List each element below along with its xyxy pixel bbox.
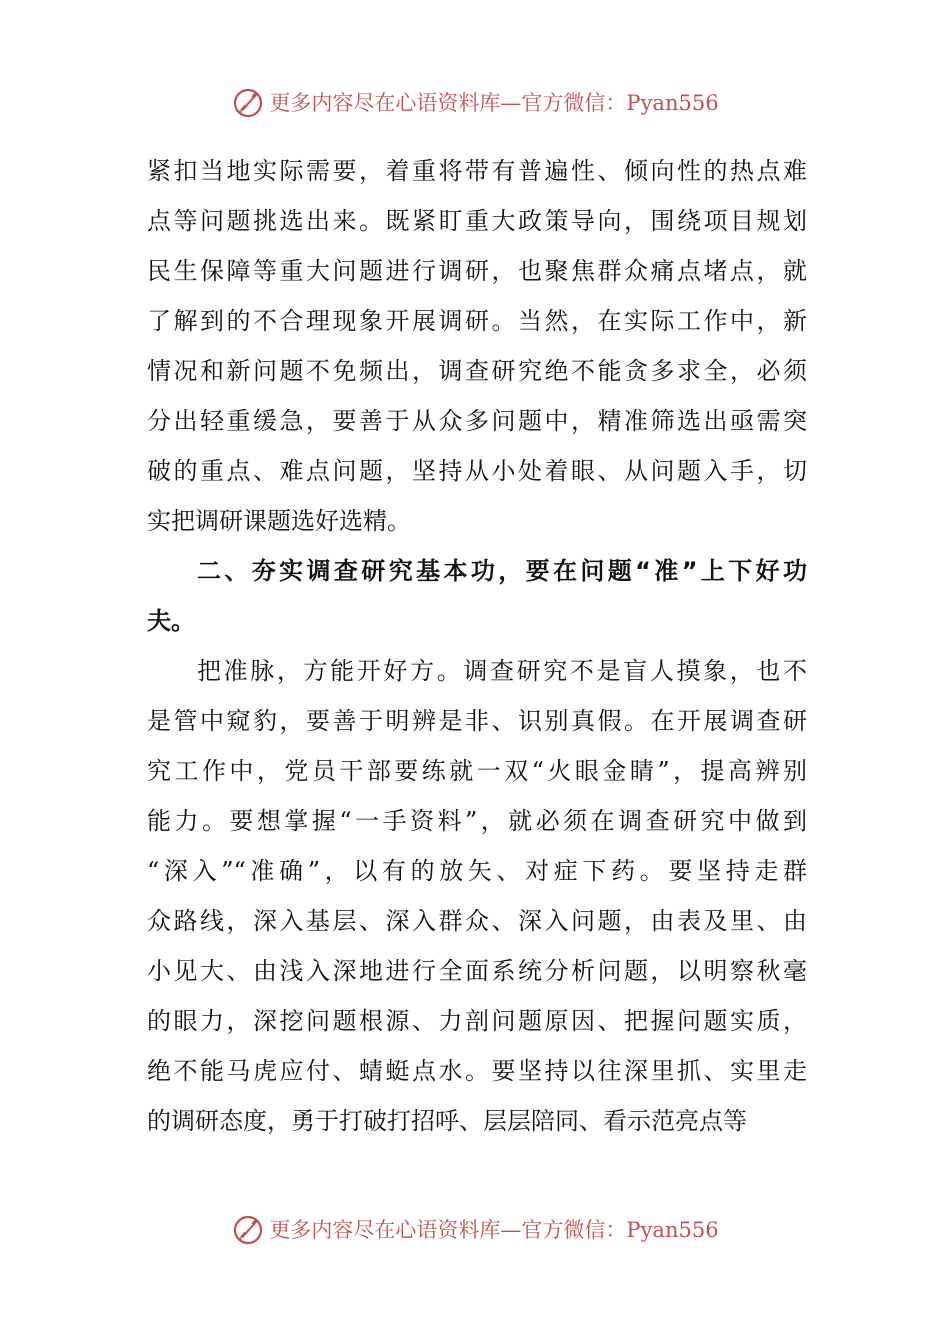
paragraph bbox=[147, 646, 807, 1146]
section-heading bbox=[147, 546, 807, 646]
text-line: 能力。要想掌握“一手资料”，就必须在调查研究中做到 bbox=[147, 807, 807, 835]
quill-pen-logo-icon bbox=[231, 1212, 265, 1246]
text-line: 实把调研课题选好选精。 bbox=[147, 507, 411, 535]
paragraph bbox=[147, 146, 807, 546]
text-line: 绝不能马虎应付、蜻蜓点水。要坚持以往深里抓、实里走 bbox=[147, 1057, 807, 1085]
footer-banner bbox=[0, 1207, 950, 1251]
text-line: 紧扣当地实际需要，着重将带有普遍性、倾向性的热点难 bbox=[147, 157, 807, 185]
document-body bbox=[147, 146, 807, 1146]
text-line: “深入”“准确”，以有的放矢、对症下药。要坚持走群 bbox=[147, 857, 807, 885]
text-line: 点等问题挑选出来。既紧盯重大政策导向，围绕项目规划 bbox=[147, 207, 807, 235]
text-line: 二、夯实调查研究基本功，要在问题“准”上下好功 bbox=[197, 557, 807, 585]
text-line: 究工作中，党员干部要练就一双“火眼金睛”，提高辨别 bbox=[147, 757, 807, 785]
text-line: 是管中窥豹，要善于明辨是非、识别真假。在开展调查研 bbox=[147, 707, 807, 735]
text-line: 夫。 bbox=[147, 607, 195, 635]
header-banner-text: 更多内容尽在心语资料库—官方微信：Pyan556 bbox=[269, 91, 719, 115]
text-line: 了解到的不合理现象开展调研。当然，在实际工作中，新 bbox=[147, 307, 807, 335]
header-banner bbox=[0, 80, 950, 124]
text-line: 破的重点、难点问题，坚持从小处着眼、从问题入手，切 bbox=[147, 457, 807, 485]
text-line: 民生保障等重大问题进行调研，也聚焦群众痛点堵点，就 bbox=[147, 257, 807, 285]
text-line: 的眼力，深挖问题根源、力剖问题原因、把握问题实质， bbox=[147, 1007, 807, 1035]
text-line: 分出轻重缓急，要善于从众多问题中，精准筛选出亟需突 bbox=[147, 407, 807, 435]
quill-pen-logo-icon bbox=[231, 85, 265, 119]
text-line: 把准脉，方能开好方。调查研究不是盲人摸象，也不 bbox=[197, 657, 807, 685]
footer-banner-text: 更多内容尽在心语资料库—官方微信：Pyan556 bbox=[269, 1218, 719, 1242]
text-line: 情况和新问题不免频出，调查研究绝不能贪多求全，必须 bbox=[147, 357, 807, 385]
text-line: 小见大、由浅入深地进行全面系统分析问题，以明察秋毫 bbox=[147, 957, 807, 985]
text-line: 的调研态度，勇于打破打招呼、层层陪同、看示范亮点等 bbox=[147, 1107, 747, 1135]
text-line: 众路线，深入基层、深入群众、深入问题，由表及里、由 bbox=[147, 907, 807, 935]
